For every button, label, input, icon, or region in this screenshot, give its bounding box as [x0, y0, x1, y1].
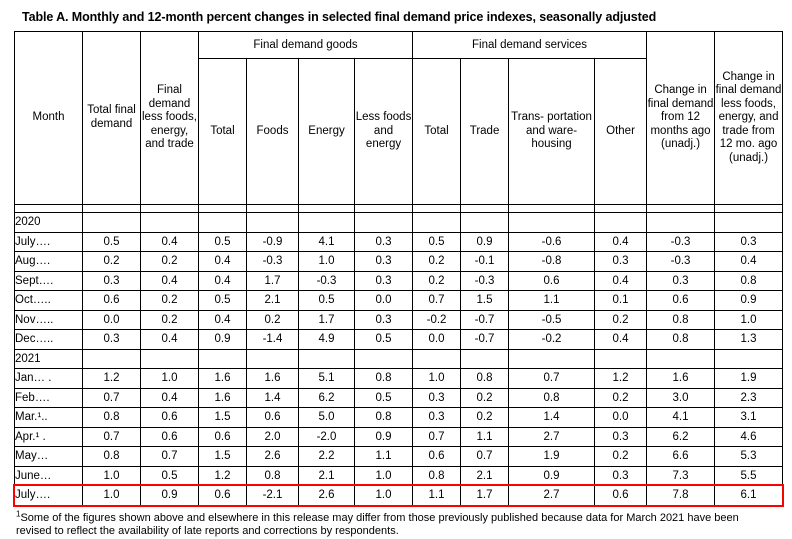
data-cell: 1.9 — [509, 447, 595, 467]
data-cell: 0.9 — [461, 232, 509, 252]
data-cell: 1.2 — [83, 369, 141, 389]
header-change-12mo: Change in final demand from 12 months ago (unadj.) — [647, 32, 715, 205]
data-cell: 1.2 — [595, 369, 647, 389]
empty-cell — [413, 213, 461, 233]
data-cell: 0.4 — [715, 252, 783, 272]
data-cell: 1.1 — [355, 447, 413, 467]
data-cell: 0.6 — [247, 408, 299, 428]
data-cell: 1.7 — [461, 486, 509, 506]
table-row — [15, 408, 783, 428]
data-cell: 6.1 — [715, 486, 783, 506]
data-cell: 0.3 — [355, 310, 413, 330]
data-cell: 1.7 — [299, 310, 355, 330]
table-row-year — [15, 349, 783, 369]
data-cell: 0.9 — [509, 466, 595, 486]
data-cell: 0.3 — [355, 252, 413, 272]
data-cell: 6.6 — [647, 447, 715, 467]
data-cell: -0.2 — [413, 310, 461, 330]
data-cell: 1.0 — [413, 369, 461, 389]
price-index-table — [14, 31, 783, 506]
empty-cell — [413, 349, 461, 369]
data-cell: 0.5 — [355, 388, 413, 408]
data-cell: 0.7 — [141, 447, 199, 467]
empty-cell — [355, 213, 413, 233]
data-cell: 1.1 — [509, 291, 595, 311]
empty-cell — [595, 349, 647, 369]
data-cell: 0.0 — [595, 408, 647, 428]
empty-cell — [247, 349, 299, 369]
data-cell: 0.2 — [141, 310, 199, 330]
month-label: Sept…. — [15, 271, 83, 291]
data-cell: 0.2 — [595, 447, 647, 467]
data-cell: -0.3 — [461, 271, 509, 291]
table-row — [15, 330, 783, 350]
data-cell: -0.7 — [461, 330, 509, 350]
empty-cell — [83, 349, 141, 369]
table-row — [15, 486, 783, 506]
table-body — [15, 205, 783, 506]
empty-cell — [647, 213, 715, 233]
data-cell: 0.2 — [595, 388, 647, 408]
data-cell: 1.6 — [247, 369, 299, 389]
data-cell: 1.9 — [715, 369, 783, 389]
data-cell: 1.1 — [413, 486, 461, 506]
data-cell: 0.4 — [595, 330, 647, 350]
data-cell: 2.7 — [509, 486, 595, 506]
header-final-demand-goods-group: Final demand goods — [199, 32, 413, 59]
empty-cell — [199, 213, 247, 233]
data-cell: 2.1 — [461, 466, 509, 486]
data-cell: 0.1 — [595, 291, 647, 311]
data-cell: 0.7 — [461, 447, 509, 467]
data-cell: 0.9 — [199, 330, 247, 350]
empty-cell — [509, 349, 595, 369]
month-label: Dec….. — [15, 330, 83, 350]
month-label: May… — [15, 447, 83, 467]
data-cell: 0.7 — [83, 427, 141, 447]
data-cell: 0.4 — [595, 271, 647, 291]
empty-cell — [647, 349, 715, 369]
month-label: July…. — [15, 486, 83, 506]
data-cell: 0.7 — [83, 388, 141, 408]
header-group-row — [15, 32, 783, 59]
header-final-demand-services-group: Final demand services — [413, 32, 647, 59]
empty-cell — [509, 213, 595, 233]
data-cell: 1.0 — [83, 466, 141, 486]
empty-cell — [461, 349, 509, 369]
month-label: Apr.¹ . — [15, 427, 83, 447]
data-cell: 7.3 — [647, 466, 715, 486]
data-cell: 0.8 — [647, 330, 715, 350]
header-final-demand-less: Final demand less foods, energy, and trade — [141, 32, 199, 205]
data-cell: 0.3 — [595, 427, 647, 447]
data-cell: -2.1 — [247, 486, 299, 506]
data-cell: 0.2 — [247, 310, 299, 330]
data-cell: -0.2 — [509, 330, 595, 350]
data-cell: 5.5 — [715, 466, 783, 486]
data-cell: 1.4 — [509, 408, 595, 428]
data-cell: 2.6 — [299, 486, 355, 506]
page-title: Table A. Monthly and 12-month percent changes in selected final demand price indexes, seasonally adjusted — [22, 10, 780, 25]
data-cell: 0.6 — [199, 427, 247, 447]
data-cell: -2.0 — [299, 427, 355, 447]
table-header — [15, 32, 783, 205]
data-cell: 0.3 — [355, 271, 413, 291]
table-row — [15, 232, 783, 252]
month-label: Feb…. — [15, 388, 83, 408]
data-cell: 2.7 — [509, 427, 595, 447]
data-cell: 0.2 — [413, 271, 461, 291]
month-label: Oct….. — [15, 291, 83, 311]
empty-cell — [299, 349, 355, 369]
header-services-other: Other — [595, 59, 647, 205]
header-goods-less-foods-energy: Less foods and energy — [355, 59, 413, 205]
data-cell: 0.5 — [199, 232, 247, 252]
header-services-transportation: Trans- portation and ware- housing — [509, 59, 595, 205]
data-cell: 0.5 — [355, 330, 413, 350]
data-cell: 0.8 — [83, 408, 141, 428]
data-cell: 3.0 — [647, 388, 715, 408]
data-cell: 0.2 — [595, 310, 647, 330]
year-label: 2020 — [15, 213, 83, 233]
data-cell: 6.2 — [647, 427, 715, 447]
data-cell: -0.6 — [509, 232, 595, 252]
data-cell: 0.7 — [413, 291, 461, 311]
data-cell: 0.8 — [509, 388, 595, 408]
empty-cell — [141, 349, 199, 369]
header-goods-energy: Energy — [299, 59, 355, 205]
data-cell: 0.3 — [83, 271, 141, 291]
empty-cell — [299, 213, 355, 233]
data-cell: 1.3 — [715, 330, 783, 350]
empty-cell — [247, 213, 299, 233]
table-row — [15, 369, 783, 389]
data-cell: 0.4 — [595, 232, 647, 252]
data-cell: -0.3 — [647, 232, 715, 252]
data-cell: 1.5 — [461, 291, 509, 311]
data-cell: 0.9 — [141, 486, 199, 506]
table-row — [15, 271, 783, 291]
data-cell: 2.6 — [247, 447, 299, 467]
data-cell: 1.7 — [247, 271, 299, 291]
header-month: Month — [15, 32, 83, 205]
empty-cell — [199, 349, 247, 369]
data-cell: 0.8 — [83, 447, 141, 467]
data-cell: 0.5 — [299, 291, 355, 311]
data-cell: 0.3 — [355, 232, 413, 252]
data-cell: 0.8 — [247, 466, 299, 486]
data-cell: 2.2 — [299, 447, 355, 467]
year-label: 2021 — [15, 349, 83, 369]
data-cell: 0.2 — [461, 388, 509, 408]
data-cell: 4.9 — [299, 330, 355, 350]
data-cell: 0.5 — [413, 232, 461, 252]
table-row — [15, 252, 783, 272]
data-cell: 0.3 — [647, 271, 715, 291]
month-label: Jan… . — [15, 369, 83, 389]
header-goods-total: Total — [199, 59, 247, 205]
data-cell: 0.0 — [83, 310, 141, 330]
data-cell: 1.2 — [199, 466, 247, 486]
footnote-text: Some of the figures shown above and elsewhere in this release may differ from those previously published because data for March 2021 have been revised to reflect the availability of late reports and corrections by respondents. — [16, 512, 739, 538]
data-cell: 0.3 — [83, 330, 141, 350]
data-cell: 0.3 — [595, 252, 647, 272]
data-cell: 0.2 — [141, 291, 199, 311]
empty-cell — [141, 213, 199, 233]
data-cell: 0.0 — [413, 330, 461, 350]
data-cell: 1.0 — [355, 486, 413, 506]
month-label: Aug…. — [15, 252, 83, 272]
table-row — [15, 310, 783, 330]
data-cell: -0.3 — [299, 271, 355, 291]
data-cell: 0.4 — [141, 388, 199, 408]
data-cell: 0.3 — [413, 408, 461, 428]
data-cell: 2.3 — [715, 388, 783, 408]
data-cell: 0.2 — [413, 252, 461, 272]
data-cell: 6.2 — [299, 388, 355, 408]
data-cell: 0.4 — [199, 310, 247, 330]
data-cell: 0.7 — [509, 369, 595, 389]
table-row — [15, 427, 783, 447]
empty-cell — [715, 213, 783, 233]
empty-cell — [461, 213, 509, 233]
data-cell: 0.9 — [355, 427, 413, 447]
data-cell: 0.2 — [83, 252, 141, 272]
data-cell: 1.6 — [199, 388, 247, 408]
data-cell: 0.6 — [141, 427, 199, 447]
data-cell: 1.6 — [647, 369, 715, 389]
data-cell: 0.8 — [647, 310, 715, 330]
data-cell: 0.0 — [355, 291, 413, 311]
data-cell: 0.5 — [83, 232, 141, 252]
table-row — [15, 388, 783, 408]
data-cell: 1.0 — [141, 369, 199, 389]
empty-cell — [715, 349, 783, 369]
empty-cell — [595, 213, 647, 233]
data-cell: 0.9 — [715, 291, 783, 311]
month-label: Mar.¹.. — [15, 408, 83, 428]
data-cell: 1.0 — [715, 310, 783, 330]
data-cell: 5.3 — [715, 447, 783, 467]
data-cell: 0.8 — [461, 369, 509, 389]
data-cell: 0.6 — [199, 486, 247, 506]
data-cell: 5.0 — [299, 408, 355, 428]
data-cell: 0.8 — [413, 466, 461, 486]
data-cell: 0.4 — [141, 232, 199, 252]
data-cell: 4.6 — [715, 427, 783, 447]
table-spacer-row — [15, 205, 783, 213]
data-cell: 2.1 — [299, 466, 355, 486]
data-cell: 1.0 — [355, 466, 413, 486]
data-cell: 1.4 — [247, 388, 299, 408]
data-cell: 2.0 — [247, 427, 299, 447]
data-cell: 0.8 — [355, 369, 413, 389]
data-cell: 1.1 — [461, 427, 509, 447]
data-cell: 0.2 — [141, 252, 199, 272]
table-row — [15, 447, 783, 467]
data-cell: 0.6 — [83, 291, 141, 311]
data-cell: 5.1 — [299, 369, 355, 389]
data-cell: -0.3 — [647, 252, 715, 272]
data-cell: -0.3 — [247, 252, 299, 272]
data-cell: 0.3 — [715, 232, 783, 252]
data-cell: 1.0 — [299, 252, 355, 272]
data-cell: 0.4 — [141, 271, 199, 291]
data-cell: 0.4 — [141, 330, 199, 350]
data-cell: 0.8 — [355, 408, 413, 428]
header-services-trade: Trade — [461, 59, 509, 205]
header-change-12mo-less: Change in final demand less foods, energy, and trade from 12 mo. ago (unadj.) — [715, 32, 783, 205]
data-cell: 1.5 — [199, 408, 247, 428]
header-total-final-demand: Total final demand — [83, 32, 141, 205]
data-cell: 0.6 — [413, 447, 461, 467]
data-cell: 1.5 — [199, 447, 247, 467]
empty-cell — [355, 349, 413, 369]
data-cell: -0.1 — [461, 252, 509, 272]
data-cell: 7.8 — [647, 486, 715, 506]
data-cell: 0.6 — [647, 291, 715, 311]
month-label: Nov….. — [15, 310, 83, 330]
header-goods-foods: Foods — [247, 59, 299, 205]
data-cell: -0.5 — [509, 310, 595, 330]
data-cell: -0.9 — [247, 232, 299, 252]
data-cell: 0.6 — [141, 408, 199, 428]
data-cell: 0.3 — [595, 466, 647, 486]
data-cell: 0.5 — [199, 291, 247, 311]
month-label: July…. — [15, 232, 83, 252]
data-cell: 4.1 — [299, 232, 355, 252]
data-cell: 0.8 — [715, 271, 783, 291]
footnote-marker: 1 — [16, 509, 20, 518]
data-cell: 0.6 — [509, 271, 595, 291]
table-row-year — [15, 213, 783, 233]
data-cell: -0.8 — [509, 252, 595, 272]
data-cell: 2.1 — [247, 291, 299, 311]
month-label: June… — [15, 466, 83, 486]
data-cell: 0.2 — [461, 408, 509, 428]
data-cell: -1.4 — [247, 330, 299, 350]
data-cell: 0.6 — [595, 486, 647, 506]
empty-cell — [83, 213, 141, 233]
data-cell: 3.1 — [715, 408, 783, 428]
header-services-total: Total — [413, 59, 461, 205]
data-cell: 1.0 — [83, 486, 141, 506]
data-cell: 0.7 — [413, 427, 461, 447]
data-cell: -0.7 — [461, 310, 509, 330]
data-cell: 0.3 — [413, 388, 461, 408]
data-cell: 0.4 — [199, 271, 247, 291]
data-cell: 0.4 — [199, 252, 247, 272]
table-row — [15, 466, 783, 486]
data-cell: 1.6 — [199, 369, 247, 389]
table-row — [15, 291, 783, 311]
data-cell: 0.5 — [141, 466, 199, 486]
data-cell: 4.1 — [647, 408, 715, 428]
